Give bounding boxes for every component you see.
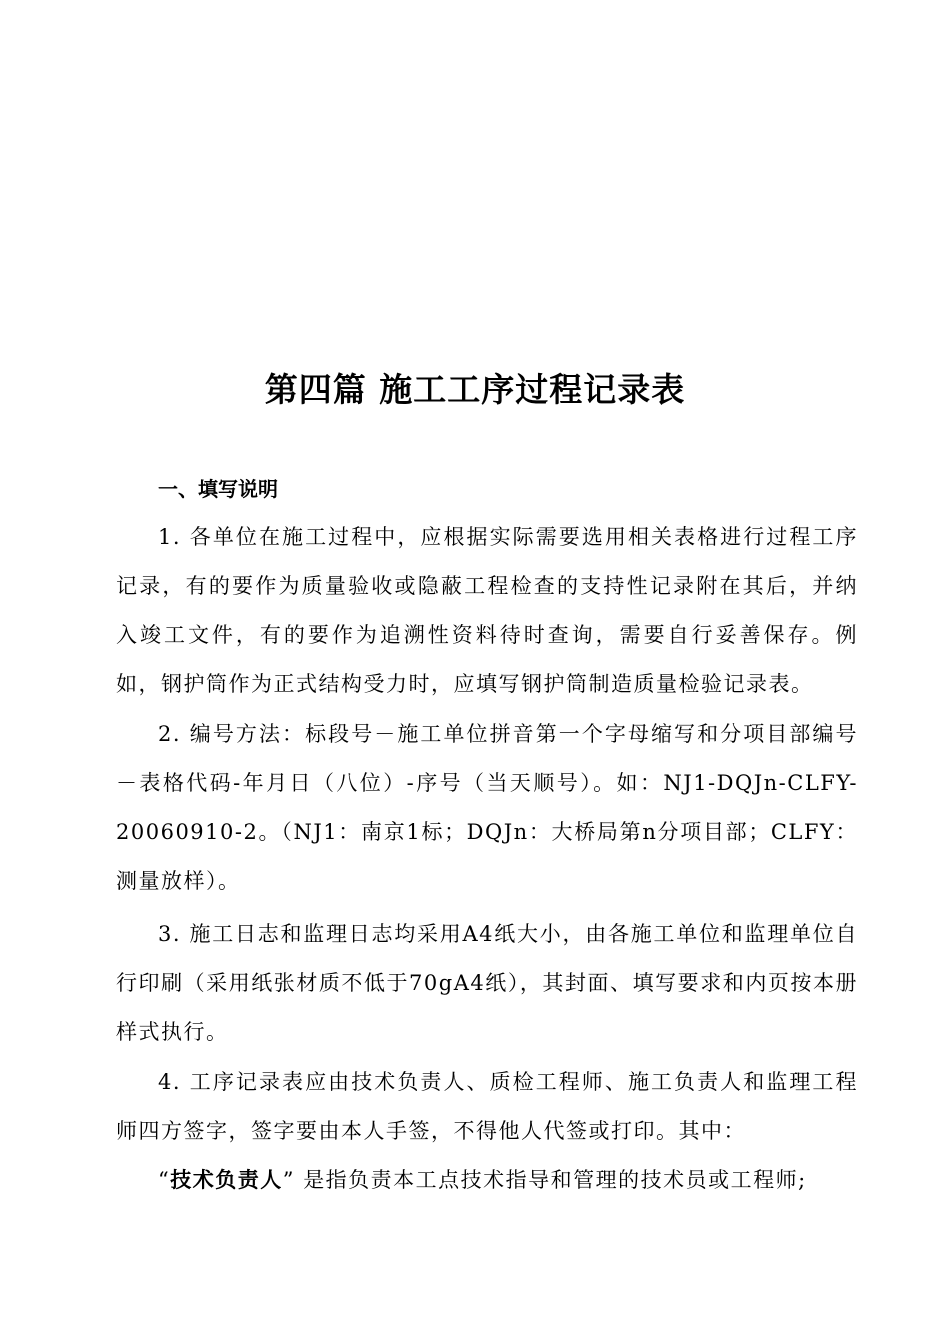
definition-paragraph bbox=[116, 1156, 858, 1205]
close-quote: ” bbox=[282, 1168, 295, 1192]
section-heading: 一、填写说明 bbox=[158, 477, 278, 501]
page-title: 第四篇 施工工序过程记录表 bbox=[264, 370, 686, 409]
definition-text: 是指负责本工点技术指导和管理的技术员或工程师; bbox=[303, 1168, 807, 1192]
open-quote: “ bbox=[158, 1168, 171, 1192]
paragraph-1: 1. 各单位在施工过程中，应根据实际需要选用相关表格进行过程工序记录，有的要作为质量验收或隐蔽工程检查的支持性记录附在其后，并纳入竣工文件，有的要作为追溯性资料待时查询，需要自行妥善保存。例如，钢护筒作为正式结构受力时，应填写钢护筒制造质量检验记录表。 bbox=[116, 525, 858, 696]
definition-term: 技术负责人 bbox=[170, 1168, 283, 1192]
paragraph-2: 2. 编号方法：标段号－施工单位拼音第一个字母缩写和分项目部编号－表格代码-年月日（八位）-序号（当天顺号）。如：NJ1-DQJn-CLFY-20060910-2。（NJ1：南京1标；DQJn：大桥局第n分项目部；CLFY：测量放样）。 bbox=[116, 722, 858, 893]
paragraph-3: 3. 施工日志和监理日志均采用A4纸大小，由各施工单位和监理单位自行印刷（采用纸张材质不低于70gA4纸），其封面、填写要求和内页按本册样式执行。 bbox=[116, 922, 858, 1044]
paragraph-4: 4. 工序记录表应由技术负责人、质检工程师、施工负责人和监理工程师四方签字，签字要由本人手签，不得他人代签或打印。其中： bbox=[116, 1070, 858, 1143]
